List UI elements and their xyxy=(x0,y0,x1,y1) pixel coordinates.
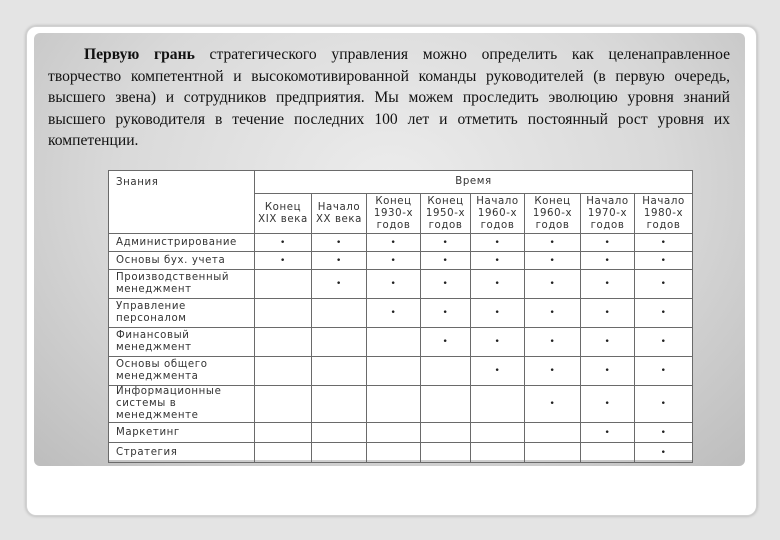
empty-cell xyxy=(367,386,421,423)
empty-cell xyxy=(421,357,471,386)
period-header: Начало 1980-х годов xyxy=(635,194,693,234)
bullet-mark: • xyxy=(367,299,421,328)
empty-cell xyxy=(525,423,581,443)
empty-cell xyxy=(312,443,367,463)
bullet-mark: • xyxy=(635,328,693,357)
table-row xyxy=(109,386,693,423)
empty-cell xyxy=(312,423,367,443)
knowledge-header: Знания xyxy=(109,171,255,234)
bullet-mark: • xyxy=(312,270,367,299)
empty-cell xyxy=(312,357,367,386)
empty-cell xyxy=(471,443,525,463)
empty-cell xyxy=(421,423,471,443)
bullet-mark: • xyxy=(525,270,581,299)
empty-cell xyxy=(367,328,421,357)
empty-cell xyxy=(525,443,581,463)
empty-cell xyxy=(367,423,421,443)
bullet-mark: • xyxy=(367,270,421,299)
table-row xyxy=(109,252,693,270)
knowledge-label: Финансовый менеджмент xyxy=(109,328,255,357)
paragraph-text: стратегического управления можно определить как целенаправленное творчество компетентной и высокомотивированной команды руководителей (в первую очередь, высшего звена) и сотрудников предприятия. Мы можем проследить эволюцию уровня знаний высшего руководителя в течение последних 100 лет и отметить постоянный рост уровня их компетенции. xyxy=(48,46,730,150)
bullet-mark: • xyxy=(581,234,635,252)
bullet-mark: • xyxy=(421,299,471,328)
period-header: Конец 1960-х годов xyxy=(525,194,581,234)
empty-cell xyxy=(255,270,312,299)
bullet-mark: • xyxy=(471,234,525,252)
table-row xyxy=(109,234,693,252)
time-header: Время xyxy=(255,171,693,194)
empty-cell xyxy=(367,357,421,386)
bullet-mark: • xyxy=(367,234,421,252)
bullet-mark: • xyxy=(421,328,471,357)
bullet-mark: • xyxy=(525,357,581,386)
bullet-mark: • xyxy=(581,423,635,443)
bullet-mark: • xyxy=(581,252,635,270)
knowledge-label: Маркетинг xyxy=(109,423,255,443)
bullet-mark: • xyxy=(471,328,525,357)
table-row xyxy=(109,443,693,463)
bullet-mark: • xyxy=(581,270,635,299)
bullet-mark: • xyxy=(525,386,581,423)
empty-cell xyxy=(255,357,312,386)
knowledge-label: Основы бух. учета xyxy=(109,252,255,270)
period-header: Конец 1930-х годов xyxy=(367,194,421,234)
empty-cell xyxy=(367,443,421,463)
empty-cell xyxy=(255,328,312,357)
bullet-mark: • xyxy=(581,386,635,423)
empty-cell xyxy=(255,299,312,328)
empty-cell xyxy=(421,386,471,423)
intro-paragraph xyxy=(48,44,730,152)
empty-cell xyxy=(581,443,635,463)
table-row xyxy=(109,423,693,443)
empty-cell xyxy=(421,443,471,463)
knowledge-label: Основы общего менеджмента xyxy=(109,357,255,386)
bullet-mark: • xyxy=(421,252,471,270)
period-header: Конец XIX века xyxy=(255,194,312,234)
bullet-mark: • xyxy=(471,299,525,328)
knowledge-label: Производственный менеджмент xyxy=(109,270,255,299)
empty-cell xyxy=(312,328,367,357)
table-row xyxy=(109,299,693,328)
period-header: Начало 1970-х годов xyxy=(581,194,635,234)
bullet-mark: • xyxy=(312,234,367,252)
knowledge-evolution-table xyxy=(108,170,693,463)
knowledge-table-box xyxy=(108,170,692,460)
bullet-mark: • xyxy=(635,443,693,463)
bullet-mark: • xyxy=(581,299,635,328)
bullet-mark: • xyxy=(581,357,635,386)
bullet-mark: • xyxy=(635,386,693,423)
period-header: Конец 1950-х годов xyxy=(421,194,471,234)
knowledge-label: Администрирование xyxy=(109,234,255,252)
bullet-mark: • xyxy=(471,252,525,270)
bullet-mark: • xyxy=(421,270,471,299)
empty-cell xyxy=(471,423,525,443)
knowledge-label: Управление персоналом xyxy=(109,299,255,328)
bullet-mark: • xyxy=(635,234,693,252)
bullet-mark: • xyxy=(255,252,312,270)
table-row xyxy=(109,357,693,386)
bullet-mark: • xyxy=(581,328,635,357)
table-row xyxy=(109,328,693,357)
empty-cell xyxy=(471,386,525,423)
bullet-mark: • xyxy=(471,270,525,299)
empty-cell xyxy=(255,423,312,443)
bullet-mark: • xyxy=(635,299,693,328)
period-header: Начало XX века xyxy=(312,194,367,234)
bullet-mark: • xyxy=(635,357,693,386)
bullet-mark: • xyxy=(635,252,693,270)
bullet-mark: • xyxy=(635,270,693,299)
bullet-mark: • xyxy=(255,234,312,252)
bullet-mark: • xyxy=(525,328,581,357)
bullet-mark: • xyxy=(525,234,581,252)
paragraph-lead: Первую грань xyxy=(84,46,195,63)
empty-cell xyxy=(255,386,312,423)
bullet-mark: • xyxy=(312,252,367,270)
bullet-mark: • xyxy=(525,299,581,328)
empty-cell xyxy=(312,299,367,328)
empty-cell xyxy=(255,443,312,463)
bullet-mark: • xyxy=(471,357,525,386)
empty-cell xyxy=(312,386,367,423)
bullet-mark: • xyxy=(367,252,421,270)
bullet-mark: • xyxy=(421,234,471,252)
knowledge-label: Стратегия xyxy=(109,443,255,463)
bullet-mark: • xyxy=(635,423,693,443)
bullet-mark: • xyxy=(525,252,581,270)
knowledge-label: Информационные системы в менеджменте xyxy=(109,386,255,423)
table-row xyxy=(109,270,693,299)
period-header: Начало 1960-х годов xyxy=(471,194,525,234)
